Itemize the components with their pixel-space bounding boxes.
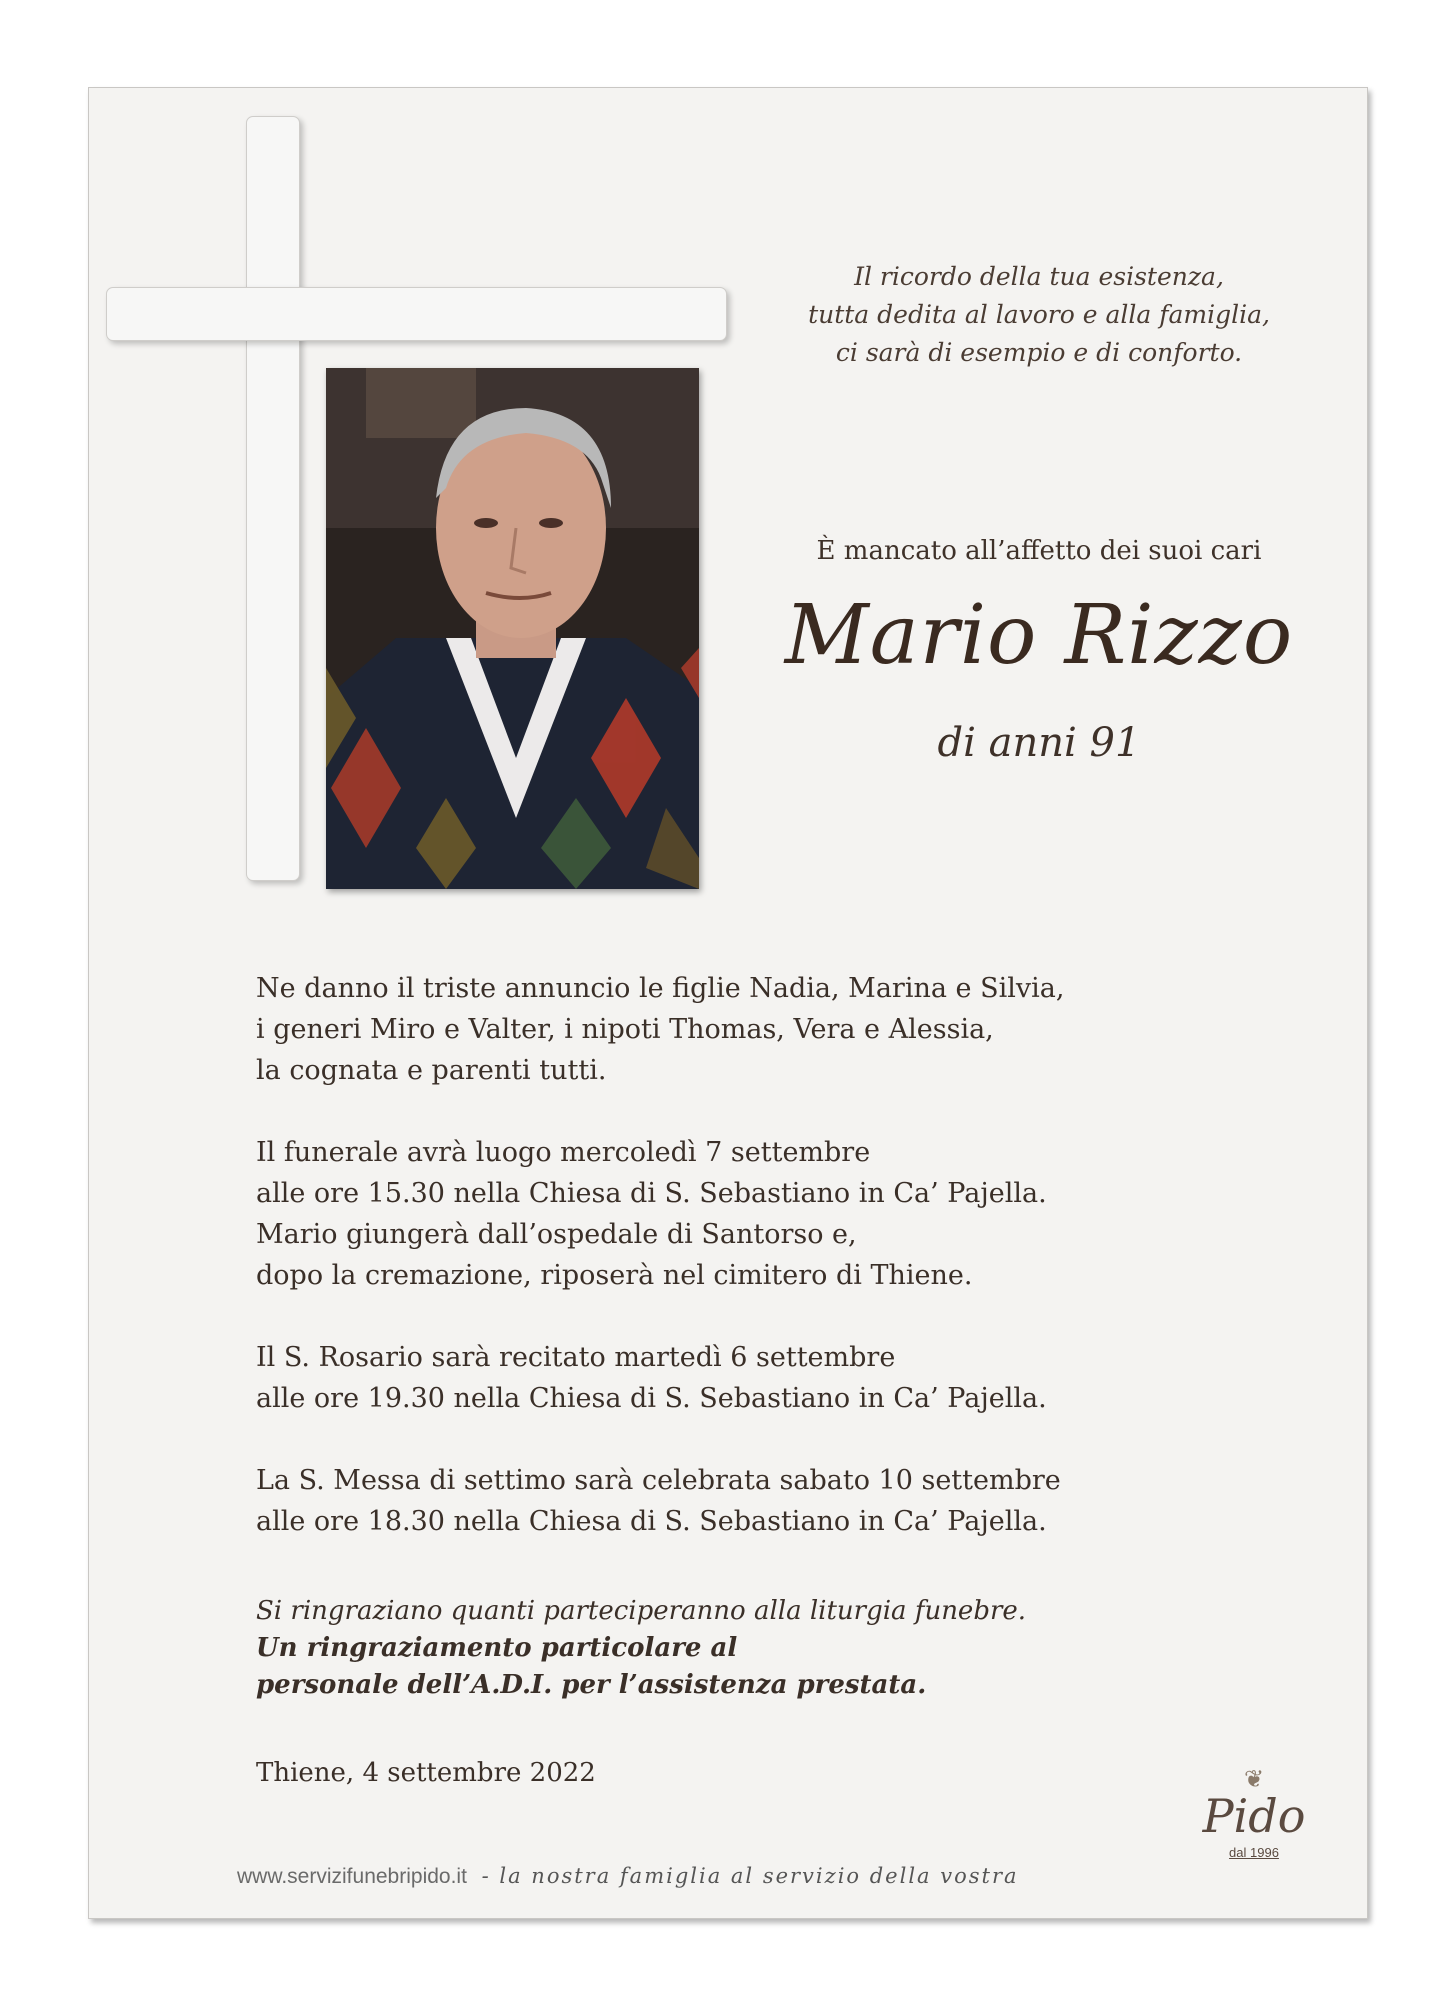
text-line: Mario giungerà dall’ospedale di Santorso e, (256, 1219, 857, 1250)
text-line: La S. Messa di settimo sarà celebrata sabato 10 settembre (256, 1465, 1061, 1496)
text-line: alle ore 18.30 nella Chiesa di S. Sebastiano in Ca’ Pajella. (256, 1506, 1047, 1537)
footer-tagline: - la nostra famiglia al servizio della vostra (472, 1864, 1019, 1888)
deceased-name: Mario Rizzo (784, 588, 1294, 683)
obituary-card (88, 87, 1368, 1919)
company-logo (1194, 1765, 1314, 1860)
logo-since: dal 1996 (1229, 1845, 1279, 1860)
website-link[interactable]: www.servizifunebripido.it (237, 1865, 467, 1888)
text-line: Ne danno il triste annuncio le figlie Nadia, Marina e Silvia, (256, 973, 1065, 1004)
text-line: Il funerale avrà luogo mercoledì 7 settembre (256, 1137, 871, 1168)
memorial-quote (789, 258, 1289, 372)
text-line: Il S. Rosario sarà recitato martedì 6 settembre (256, 1342, 896, 1373)
wreath-icon: ❦ (1243, 1765, 1265, 1793)
thanks-line: Si ringraziano quanti parteciperanno alla liturgia funebre. (256, 1596, 1027, 1626)
quote-line: Il ricordo della tua esistenza, (854, 262, 1224, 291)
cross-icon-arm (106, 287, 727, 341)
thanks-line-bold: personale dell’A.D.I. per l’assistenza prestata. (256, 1670, 927, 1700)
rosary-paragraph (256, 1337, 1256, 1419)
thanks-section (256, 1593, 1256, 1704)
quote-line: tutta dedita al lavoro e alla famiglia, (808, 300, 1270, 329)
announcement-body (256, 968, 1256, 1583)
place-date: Thiene, 4 settembre 2022 (256, 1758, 596, 1788)
text-line: i generi Miro e Valter, i nipoti Thomas, Vera e Alessia, (256, 1014, 994, 1045)
footer (237, 1864, 1019, 1889)
logo-brand: Pido (1202, 1789, 1306, 1843)
quote-line: ci sarà di esempio e di conforto. (835, 338, 1243, 367)
cross-icon (246, 116, 300, 881)
family-paragraph (256, 968, 1256, 1091)
text-line: alle ore 19.30 nella Chiesa di S. Sebastiano in Ca’ Pajella. (256, 1383, 1047, 1414)
announcement-intro: È mancato all’affetto dei suoi cari (816, 536, 1262, 566)
mass-paragraph (256, 1460, 1256, 1542)
text-line: la cognata e parenti tutti. (256, 1055, 607, 1086)
text-line: dopo la cremazione, riposerà nel cimitero di Thiene. (256, 1260, 973, 1291)
text-line: alle ore 15.30 nella Chiesa di S. Sebastiano in Ca’ Pajella. (256, 1178, 1047, 1209)
deceased-age: di anni 91 (937, 720, 1141, 766)
funeral-paragraph (256, 1132, 1256, 1296)
portrait-photo (326, 368, 699, 889)
thanks-line-bold: Un ringraziamento particolare al (256, 1633, 738, 1663)
